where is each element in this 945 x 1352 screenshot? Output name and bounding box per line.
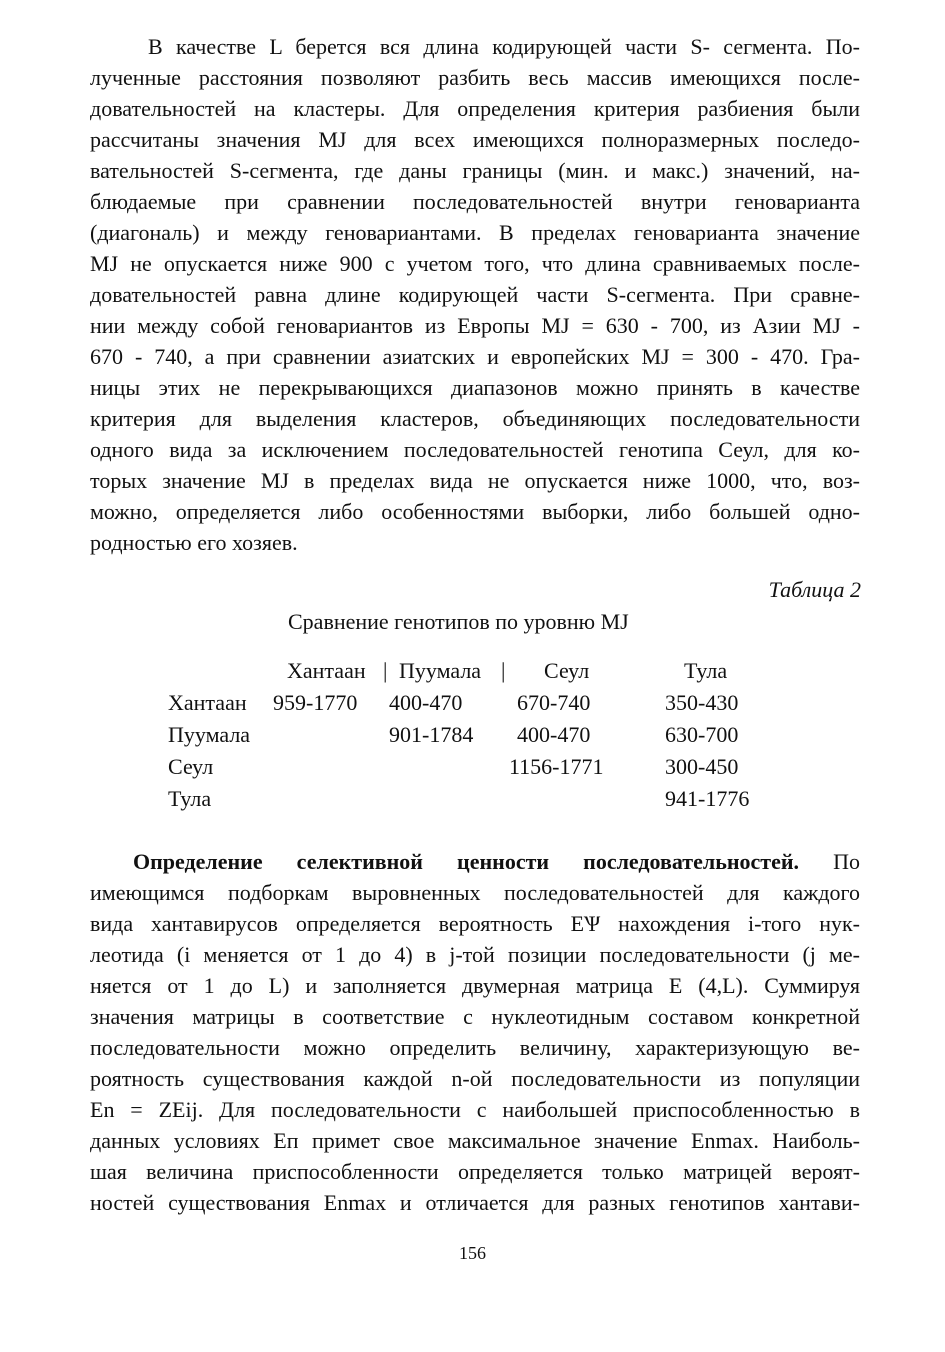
table-header-separator: | (383, 658, 388, 683)
text-line: няется от 1 до L) и заполняется двумерная матрица E (4,L). Суммируя (90, 973, 860, 998)
table-cell: 630-700 (665, 722, 739, 747)
text-line: MJ не опускается ниже 900 с учетом того, что длина сравниваемых после- (90, 251, 860, 276)
text-line: торых значение MJ в пределах вида не опускается ниже 1000, что, воз- (90, 468, 860, 493)
text-line: роятность существования каждой n-ой последовательности из популяции (90, 1066, 860, 1091)
text-line: можно, определяется либо особенностями выборки, либо большей одно- (90, 499, 860, 524)
table-header: Хантаан (287, 658, 366, 683)
text-line: значения матрицы в соответствие с нуклеотидным составом конкретной (90, 1004, 860, 1029)
table-cell: 300-450 (665, 754, 739, 779)
text-line: 670 - 740, а при сравнении азиатских и европейских MJ = 300 - 470. Гра- (90, 344, 860, 369)
text-line: довательностей на кластеры. Для определения критерия разбиения были (90, 96, 860, 121)
text-line: леотида (i меняется от 1 до 4) в j-той позиции последовательности (j ме- (90, 942, 860, 967)
text-line: En = ZEij. Для последовательности с наибольшей приспособленностью в (90, 1097, 860, 1122)
text-line: вательностей S-сегмента, где даны границы (мин. и макс.) значений, на- (90, 158, 860, 183)
table-header-separator: | (501, 658, 506, 683)
text-line: ностей существования Enmax и отличается для разных генотипов хантави- (90, 1190, 860, 1215)
text-line: данных условиях Еп примет свое максимальное значение Enmax. Наиболь- (90, 1128, 860, 1153)
table-row-label: Хантаан (168, 690, 247, 715)
page-number: 156 (459, 1243, 486, 1263)
table-cell: 350-430 (665, 690, 739, 715)
text-line: рассчитаны значения MJ для всех имеющихся полноразмерных последо- (90, 127, 860, 152)
text-line: нии между собой геновариантов из Европы MJ = 630 - 700, из Азии MJ - (90, 313, 860, 338)
text-line: последовательности можно определить величину, характеризующую ве- (90, 1035, 860, 1060)
text-line: (диагональ) и между геновариантами. В пределах геноварианта значение (90, 220, 860, 245)
table-title: Сравнение генотипов по уровню MJ (288, 609, 629, 634)
text-line: довательностей равна длине кодирующей части S-сегмента. При сравне- (90, 282, 860, 307)
text-line: блюдаемые при сравнении последовательностей внутри геноварианта (90, 189, 860, 214)
table-cell: 1156-1771 (509, 754, 604, 779)
table-cell: 400-470 (389, 690, 463, 715)
section-heading: Определение селективной ценности последовательностей. (133, 849, 800, 874)
table-row-label: Тула (168, 786, 212, 811)
table-header: Сеул (544, 658, 590, 683)
table-label: Таблица 2 (768, 577, 861, 602)
table-cell: 901-1784 (389, 722, 474, 747)
text-line: шая величина приспособленности определяется только матрицей вероят- (90, 1159, 860, 1184)
text-line: ницы этих не перекрывающихся диапазонов можно принять в качестве (90, 375, 860, 400)
text-line: вида хантавирусов определяется вероятность EѰ нахождения i-того нук- (90, 911, 860, 936)
table-cell: 400-470 (517, 722, 591, 747)
table-cell: 941-1776 (665, 786, 750, 811)
text-line: одного вида за исключением последовательностей генотипа Сеул, для ко- (90, 437, 860, 462)
table-header: Тула (684, 658, 728, 683)
table-cell: 670-740 (517, 690, 591, 715)
text-fragment: По (799, 849, 861, 874)
table-cell: 959-1770 (273, 690, 358, 715)
text-line (133, 847, 860, 877)
table-header: Пуумала (399, 658, 482, 683)
text-line: лученные расстояния позволяют разбить весь массив имеющихся после- (90, 65, 860, 90)
table-row-label: Сеул (168, 754, 214, 779)
text-line: критерия для выделения кластеров, объединяющих последовательности (90, 406, 860, 431)
text-line: родностью его хозяев. (90, 530, 298, 555)
table-row-label: Пуумала (168, 722, 251, 747)
text-line: имеющимся подборкам выровненных последовательностей для каждого (90, 880, 860, 905)
text-line: В качестве L берется вся длина кодирующей части S- сегмента. По- (148, 34, 860, 59)
